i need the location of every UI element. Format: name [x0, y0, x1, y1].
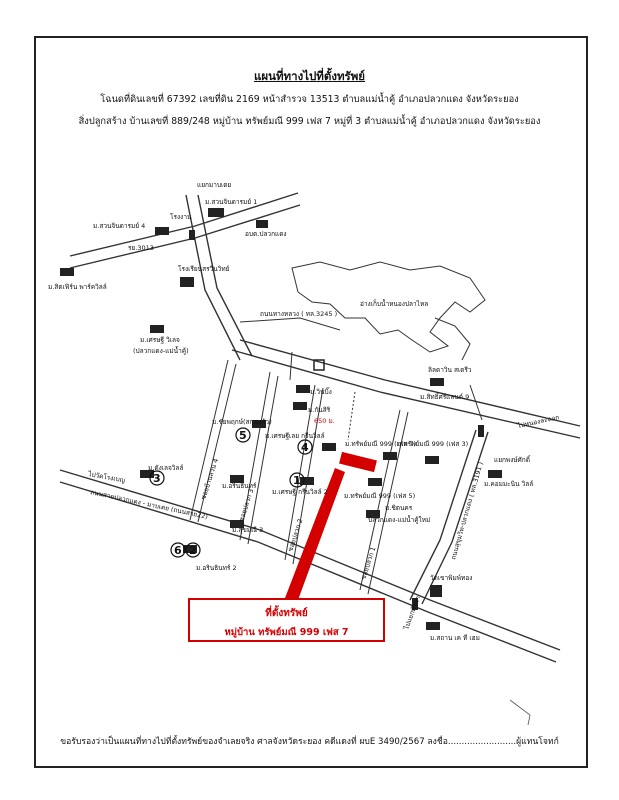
house-icon: [300, 477, 314, 485]
callout-title: ที่ตั้งทรัพย์: [265, 608, 308, 619]
house-icon: [60, 268, 74, 276]
marker-1: 1: [293, 474, 301, 487]
house-icon: [208, 208, 224, 217]
label-suan-chinda-4: ม.สวนจินดารมย์ 4: [93, 222, 146, 230]
house-icon: [322, 443, 336, 451]
label-setthi-villa-sub: (ปลวกแดง-แม่น้ำคู้): [133, 347, 189, 355]
label-road-bottom: ถนนสายปลวกแดง - มาบเตย (ถนนสาย22): [89, 488, 209, 521]
property-marker: [339, 452, 377, 472]
label-sappamani-5: ม.ทรัพย์มณี 999 (เฟส 5): [344, 492, 416, 500]
building-icon: [180, 277, 194, 287]
temple-icon: [430, 585, 442, 597]
label-yaek: แยกมาบเตย: [197, 181, 232, 189]
signature-mark: [510, 700, 530, 725]
marker-2: 2: [189, 544, 197, 557]
label-rr3013: รย.3013: [128, 244, 154, 252]
callout-subtitle: หมู่บ้าน ทรัพย์มณี 999 เฟส 7: [224, 627, 349, 638]
house-icon: [426, 622, 440, 630]
house-icon: [425, 456, 439, 464]
house-icon: [155, 227, 169, 235]
label-setthi-villa: ม.เศรษฐี วิเลจ: [140, 336, 180, 344]
label-sitthichai: ม.สิตเฟิร์น พาร์ควิลล์: [48, 283, 107, 291]
building-icon: [256, 220, 268, 228]
marker-6: 6: [174, 544, 182, 557]
label-auchinnat-2: ม.อรินธินทร์ 2: [196, 564, 237, 572]
house-icon: [150, 325, 164, 333]
label-chaiyapruek: ม.ชัยพฤกษ์(สกุลแก้ว): [212, 418, 272, 426]
label-distance: 650 ม.: [314, 417, 335, 425]
label-school: โรงเรียนสรวีนวิทย์: [178, 265, 230, 273]
house-icon: [293, 402, 307, 410]
label-siri-land: ลิลดาวิน สเตรีว: [428, 366, 472, 374]
label-suan-chinda-1: ม.สวนจินดารมย์ 1: [205, 198, 258, 206]
house-icon: [430, 378, 444, 386]
label-sirisiri: ม.สิทธิ์ศรีแลนด์ 9: [420, 393, 470, 401]
soi-4: [190, 360, 228, 520]
house-icon: [488, 470, 502, 478]
label-to-yaek: ไปแยกพัทยา: [402, 594, 422, 631]
house-icon: [383, 452, 397, 460]
label-obt: อบต.ปลวกแดง: [245, 230, 287, 238]
label-to-chon: ไปวัดโรงเบญ: [87, 470, 126, 485]
label-road-3191: ถนนสุขุมวิท-ปลวกแดง ( ทล.3191 ): [449, 461, 485, 561]
label-sukamon: ม.สุขมณี 3: [232, 526, 264, 534]
marker-3: 3: [153, 472, 161, 485]
house-icon: [296, 385, 310, 393]
label-yaek-phong: แยกพงษ์ศักดิ์: [494, 456, 530, 464]
label-soi-4: ซอยบ้านสวน 4: [199, 457, 221, 501]
label-soi-3: ซอยปลวก 3: [237, 487, 256, 523]
label-m-4: ม.ตังเลจวิลล์: [148, 464, 184, 472]
label-daomalee: ม.คอมมะนิน วิลล์: [484, 480, 534, 488]
label-soi-1: ซอยปลวก 1: [359, 545, 378, 581]
label-winbing: ม.วินบิ๊ง: [310, 388, 332, 396]
house-icon: [368, 478, 382, 486]
label-sappamani-3: ม.ทรัพย์มณี 999 (เฟส 3): [397, 440, 469, 448]
label-chinnakorn-sub: ปลวกแดง-แม่น้ำคู้ใหม่: [368, 516, 431, 524]
traffic-light-icon: [189, 230, 195, 240]
label-sathani: ม.สถาน เค ที เฮม: [430, 634, 480, 642]
label-chinnakorn: ม.ชิตนคร: [385, 504, 413, 512]
property-callout: [188, 598, 385, 642]
traffic-light-icon: [478, 425, 484, 437]
label-soi-2: ซอยปลวก 2: [286, 517, 305, 553]
label-sappamani-7: ม.ทรัพย์มณี 999 (เฟส 7): [345, 440, 417, 448]
certification-text: ขอรับรองว่าเป็นแผนที่ทางไปที่ตั้งทรัพย์ของจำเลยจริง ศาลจังหวัดระยอง คดีแดงที่ ผบE 3490/2567 ลงชื่อ.........................ผู้แทนโจทก์: [60, 737, 559, 747]
label-setthi-green-2: ม.เศรษฐี กรีนวิลล์ 2: [272, 488, 328, 496]
marker-5: 5: [239, 429, 247, 442]
label-to-rayong: ไปหนองละลอก: [516, 413, 560, 430]
label-setthi-green: ม.เศรษฐีเลย กรีนวิลล์: [265, 432, 325, 440]
label-auchinnat: ม.อรินธินทร์: [222, 482, 257, 490]
building-line: สิ่งปลูกสร้าง บ้านเลขที่ 889/248 หมู่บ้าน ทรัพย์มณี 999 เฟส 7 หมู่ที่ 3 ตำบลแม่น้ำคู้ อำเภอปลวกแดง จังหวัดระยอง: [78, 116, 541, 127]
page-title: แผนที่ทางไปที่ตั้งทรัพย์: [253, 69, 366, 83]
marker-4: 4: [301, 441, 309, 454]
label-hw3245: ถนนทางหลวง ( ทล.3245 ): [260, 310, 338, 318]
deed-line: โฉนดที่ดินเลขที่ 67392 เลขที่ดิน 2169 หน้าสำรวจ 13513 ตำบลแม่น้ำคู้ อำเภอปลวกแดง จังหวัดระยอง: [100, 94, 519, 105]
label-factory: โรงงาน: [170, 213, 192, 221]
label-kanisiri: ม.กันสิริ: [308, 406, 331, 414]
label-reservoir: อ่างเก็บน้ำหนองปลาไหล: [360, 300, 429, 308]
label-wat: วัดเขาพิมพ์ทอง: [430, 574, 473, 582]
